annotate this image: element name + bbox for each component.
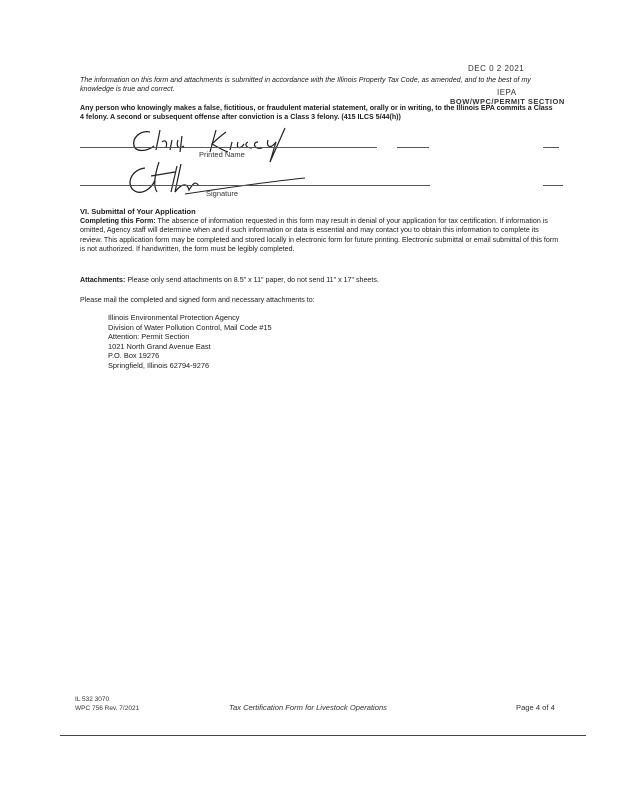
printed-name-line-extension [397,147,429,148]
mailing-address [108,313,272,370]
penalty-statement: Any person who knowingly makes a false, fictitious, or fraudulent material statement, orally or in writing, to the Illinois EPA commits a Class 4 felony. A second or subsequent offense after conviction is a Class 3 felony. (415 ILCS 5/44(h)) [80,104,553,122]
completing-text: The absence of information requested in this form may result in denial of your application for tax certification. If information is omitted, Agency staff will determine when and if such information or data is essential and may contact you to obtain this information to complete its review. This application form may be completed and stored locally in electronic form for future printing. Electronic submittal or email submittal of this form is not authorized. If handwritten, the form must be legibly completed. [80,217,559,254]
attachments-label: Attachments: [80,276,126,284]
attachments-paragraph [80,276,560,285]
page-number: Page 4 of 4 [516,703,555,712]
stamp-agency: IEPA [497,88,517,97]
stamp-section: BOW/WPC/PERMIT SECTION [450,97,565,106]
address-line: Springfield, Illinois 62794-9276 [108,360,210,370]
mail-instruction: Please mail the completed and signed form and necessary attachments to: [80,296,315,304]
received-date-stamp: DEC 0 2 2021 [468,64,525,73]
form-id: IL 532 3070 [75,696,110,703]
signature-label: Signature [206,189,239,198]
printed-name-line-extension-right [543,147,559,148]
printed-name-line [80,147,377,148]
address-line: 1021 North Grand Avenue East [108,341,211,351]
address-line: Attention: Permit Section [108,332,190,341]
signature-line-extension [543,185,563,186]
printed-name-label: Printed Name [199,150,245,159]
completing-label: Completing this Form: [80,217,156,225]
address-line: Division of Water Pollution Control, Mail Code #15 [108,322,272,332]
address-line: P.O. Box 19276 [108,351,160,360]
address-line: Illinois Environmental Protection Agency [108,313,240,322]
form-revision: WPC 756 Rev. 7/2021 [75,705,140,712]
attachments-text: Please only send attachments on 8.5" x 11" paper, do not send 11" x 17" sheets. [127,276,379,284]
form-title: Tax Certification Form for Livestock Operations [229,703,387,712]
certification-statement: The information on this form and attachments is submitted in accordance with the Illinois Property Tax Code, as amended, and to the best of my knowledge is true and correct. [80,76,531,94]
signature-line [80,185,430,186]
section-heading: VI. Submittal of Your Application [80,207,196,216]
completing-paragraph [80,217,560,255]
footer-rule [60,735,586,736]
